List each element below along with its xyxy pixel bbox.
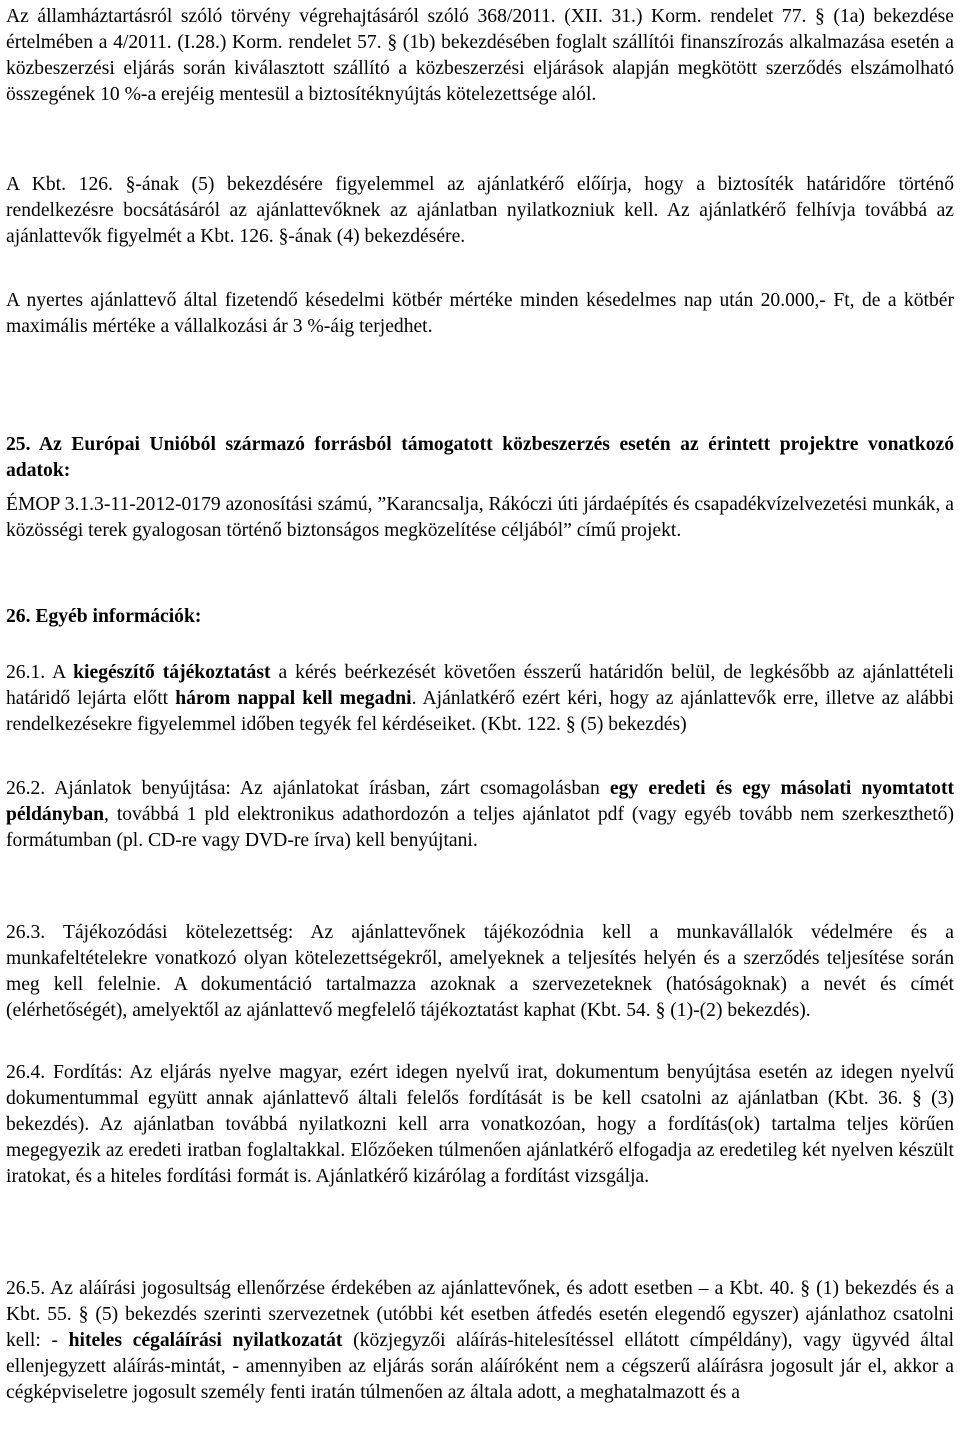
item-26-2-text-a: 26.2. Ajánlatok benyújtása: Az ajánlatokat írásban, zárt csomagolásban bbox=[6, 778, 610, 799]
penalty-paragraph: A nyertes ajánlattevő által fizetendő késedelmi kötbér mértéke minden késedelmes nap után 20.000,- Ft, de a kötbér maximális mértéke a vállalkozási ár 3 %-áig terjedhet. bbox=[6, 290, 954, 337]
item-26-5-text-b: (közjegyzői aláírás-hitelesítéssel ellátott címpéldány), vagy ügyvéd által ellenjegyzett aláírás-mintát, - amennyiben az eljárás során aláíróként nem a cégszerű aláírásra jogosult jár el, akkor a cégképviseletre jogosult személy fenti iratán túlmenően az általa adott, a meghatalmazott és a bbox=[6, 1330, 955, 1403]
item-26-2 bbox=[6, 776, 954, 854]
item-26-5-bold: hiteles cégaláírási nyilatkozatát bbox=[68, 1330, 343, 1351]
item-26-1-bold-b: három nappal kell megadni bbox=[175, 688, 412, 709]
item-26-1-text-b: a kérés beérkezését követően ésszerű határidőn belül, de legkésőbb az ajánlattételi határidő lejárta előtt bbox=[6, 662, 955, 709]
item-26-5-text-a: 26.5. Az aláírási jogosultság ellenőrzése érdekében az ajánlattevőnek, és adott esetben – a Kbt. 40. § (1) bekezdés és a Kbt. 55. § (5) bekezdés szerinti szervezetnek (utóbbi két esetben átfedés esetén elegendő egyszer) ajánlathoz csatolni kell: - bbox=[6, 1278, 954, 1351]
item-26-5 bbox=[6, 1276, 954, 1406]
section-25-project-text: ÉMOP 3.1.3-11-2012-0179 azonosítási számú, ”Karancsalja, Rákóczi úti járdaépítés és csapadékvízelvezetési munkák, a közösségi terek gyalogosan történő biztonságos megközelítése céljából” című projekt. bbox=[6, 494, 954, 541]
item-26-3: 26.3. Tájékozódási kötelezettség: Az ajánlattevőnek tájékozódnia kell a munkavállalók védelmére és a munkafeltételekre vonatkozó olyan kötelezettségekről, amelyeknek a teljesítés helyén és a szerződés teljesítése során meg kell felelnie. A dokumentáció tartalmazza azoknak a szervezeteknek (hatóságoknak) a nevét és címét (elérhetőségét), amelyektől az ajánlattevő megfelelő tájékoztatást kaphat (Kbt. 54. § (1)-(2) bekezdés). bbox=[6, 922, 954, 1021]
item-26-1-text-c: . Ajánlatkérő ezért kéri, hogy az ajánlattevők erre, illetve az alábbi rendelkezésekre figyelemmel időben tegyék fel kérdéseiket. (Kbt. 122. § (5) bekezdés) bbox=[6, 688, 954, 735]
item-26-2-bold: egy eredeti és egy másolati nyomtatott példányban bbox=[6, 778, 955, 825]
intro-paragraph: Az államháztartásról szóló törvény végrehajtásáról szóló 368/2011. (XII. 31.) Korm. rendelet 77. § (1a) bekezdése értelmében a 4/2011. (I.28.) Korm. rendelet 57. § (1b) bekezdésében foglalt szállítói finanszírozás alkalmazása esetén a közbeszerzési eljárás során kiválasztott szállító a közbeszerzési eljárások alapján megkötött szerződés elszámolható összegének 10 %-a erejéig mentesül a biztosítéknyújtás kötelezettsége alól. bbox=[6, 6, 954, 105]
item-26-1-text-a: 26.1. A bbox=[6, 662, 74, 683]
item-26-2-text-b: , továbbá 1 pld elektronikus adathordozón a teljes ajánlatot pdf (vagy egyéb tovább nem szerkeszthető) formátumban (pl. CD-re vagy DVD-re írva) kell benyújtani. bbox=[6, 804, 954, 851]
item-26-1 bbox=[6, 660, 954, 738]
section-25-heading: 25. Az Európai Unióból származó forrásból támogatott közbeszerzés esetén az érintett projektre vonatkozó adatok: bbox=[6, 434, 954, 481]
section-26-heading: 26. Egyéb információk: bbox=[6, 606, 202, 627]
item-26-4: 26.4. Fordítás: Az eljárás nyelve magyar, ezért idegen nyelvű irat, dokumentum benyújtása esetén az idegen nyelvű dokumentummal együtt annak ajánlattevő általi felelős fordítását is be kell csatolni az ajánlatban (Kbt. 36. § (3) bekezdés). Az ajánlatban továbbá nyilatkozni kell arra vonatkozóan, hogy a fordítás(ok) tartalma teljes körűen megegyezik az eredeti iratban foglaltakkal. Előzőeken túlmenően ajánlatkérő elfogadja az eredetileg két nyelven készült iratokat, és a hiteles fordítási formát is. Ajánlatkérő kizárólag a fordítást vizsgálja. bbox=[6, 1062, 954, 1187]
guarantee-paragraph: A Kbt. 126. §-ának (5) bekezdésére figyelemmel az ajánlatkérő előírja, hogy a biztosíték határidőre történő rendelkezésre bocsátásáról az ajánlattevőknek az ajánlatban nyilatkozniuk kell. Az ajánlatkérő felhívja továbbá az ajánlattevők figyelmét a Kbt. 126. §-ának (4) bekezdésére. bbox=[6, 174, 954, 247]
item-26-1-bold-a: kiegészítő tájékoztatást bbox=[73, 662, 271, 683]
